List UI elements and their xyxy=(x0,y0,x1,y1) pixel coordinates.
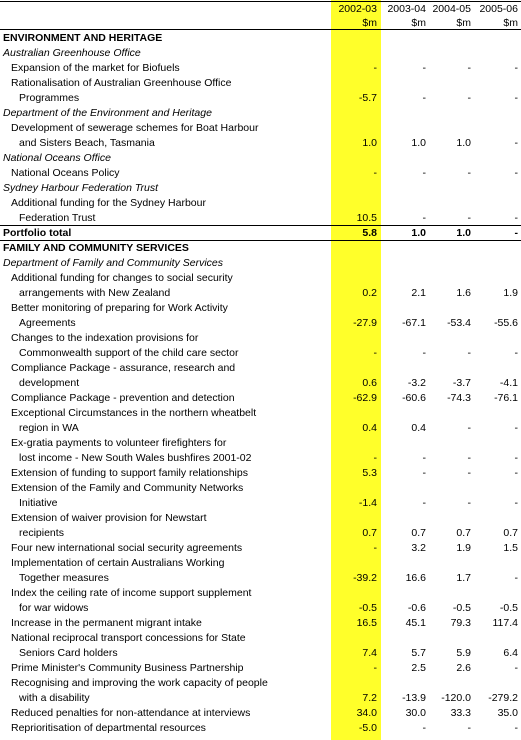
measure-value: -0.6 xyxy=(407,602,426,614)
measure-label: Additional funding for changes to social security xyxy=(11,272,233,284)
measure-value: 0.6 xyxy=(362,377,377,389)
measure-value: 1.0 xyxy=(362,137,377,149)
measure-value: 2.5 xyxy=(411,662,426,674)
measure-value: -5.7 xyxy=(358,92,377,104)
measure-row xyxy=(0,166,521,181)
measure-value: 45.1 xyxy=(405,617,426,629)
measure-row xyxy=(0,706,521,721)
measure-value: - xyxy=(467,467,471,479)
measure-value: - xyxy=(514,722,518,734)
measure-value: 1.5 xyxy=(503,542,518,554)
measure-row xyxy=(0,601,521,616)
measure-value: 30.0 xyxy=(405,707,426,719)
measure-label: Extension of the Family and Community Networks xyxy=(11,482,244,494)
unit-label: $m xyxy=(362,17,377,29)
measure-value: 5.7 xyxy=(411,647,426,659)
measure-value: -0.5 xyxy=(499,602,518,614)
measure-label: with a disability xyxy=(19,692,90,704)
measure-label: Agreements xyxy=(19,317,76,329)
agency-heading-label: Sydney Harbour Federation Trust xyxy=(3,182,159,194)
measure-label: National reciprocal transport concessions for State xyxy=(11,632,246,644)
measure-row xyxy=(0,406,521,421)
measure-value: - xyxy=(373,347,377,359)
measure-value: - xyxy=(373,542,377,554)
measure-value: - xyxy=(467,497,471,509)
measure-value: - xyxy=(467,167,471,179)
total-value: 1.0 xyxy=(411,227,426,239)
measure-label: Initiative xyxy=(19,497,58,509)
measure-row xyxy=(0,616,521,631)
portfolio-heading-label: FAMILY AND COMMUNITY SERVICES xyxy=(3,242,189,254)
measure-label: for war widows xyxy=(19,602,89,614)
year-header-2003-04: 2003-04 xyxy=(387,3,426,15)
measure-row xyxy=(0,481,521,496)
measure-value: -60.6 xyxy=(402,392,426,404)
measure-row xyxy=(0,196,521,211)
measure-label: Additional funding for the Sydney Harbour xyxy=(11,197,206,209)
measure-label: lost income - New South Wales bushfires 2001-02 xyxy=(19,452,252,464)
measure-value: 1.6 xyxy=(456,287,471,299)
measure-value: -1.4 xyxy=(358,497,377,509)
measure-value: - xyxy=(514,422,518,434)
measure-value: - xyxy=(467,62,471,74)
measure-value: 0.7 xyxy=(411,527,426,539)
measure-label: and Sisters Beach, Tasmania xyxy=(19,137,155,149)
measure-row xyxy=(0,136,521,151)
measure-value: 0.2 xyxy=(362,287,377,299)
measure-value: 117.4 xyxy=(492,617,518,629)
measure-label: Recognising and improving the work capacity of people xyxy=(11,677,268,689)
measure-label: Seniors Card holders xyxy=(19,647,118,659)
measure-row xyxy=(0,211,521,226)
measure-value: - xyxy=(514,347,518,359)
measure-row xyxy=(0,676,521,691)
measure-row xyxy=(0,361,521,376)
measure-label: Extension of waiver provision for Newstart xyxy=(11,512,207,524)
measure-value: -53.4 xyxy=(447,317,471,329)
measure-label: Exceptional Circumstances in the northern wheatbelt xyxy=(11,407,257,419)
measure-row xyxy=(0,316,521,331)
measure-label: Extension of funding to support family relationships xyxy=(11,467,248,479)
measure-row xyxy=(0,421,521,436)
measure-row xyxy=(0,691,521,706)
measure-value: - xyxy=(422,62,426,74)
measure-value: - xyxy=(514,62,518,74)
measure-value: - xyxy=(514,212,518,224)
agency-heading-label: Department of the Environment and Heritage xyxy=(3,107,212,119)
measure-value: - xyxy=(467,722,471,734)
measure-value: 33.3 xyxy=(450,707,471,719)
year-header-2004-05: 2004-05 xyxy=(432,3,471,15)
agency-heading xyxy=(0,46,521,61)
measure-value: 7.4 xyxy=(362,647,377,659)
measure-value: - xyxy=(467,212,471,224)
portfolio-heading-label: ENVIRONMENT AND HERITAGE xyxy=(3,32,163,44)
measure-value: -55.6 xyxy=(494,317,518,329)
measure-row xyxy=(0,556,521,571)
total-value: 5.8 xyxy=(362,227,377,239)
agency-heading-label: National Oceans Office xyxy=(3,152,111,164)
measure-value: 1.9 xyxy=(456,542,471,554)
measure-value: - xyxy=(373,62,377,74)
measure-label: Ex-gratia payments to volunteer firefighters for xyxy=(11,437,227,449)
measure-label: Reduced penalties for non-attendance at interviews xyxy=(11,707,251,719)
measure-label: recipients xyxy=(19,527,64,539)
measure-value: -67.1 xyxy=(402,317,426,329)
measure-value: -27.9 xyxy=(353,317,377,329)
year-header-row xyxy=(0,2,521,17)
measure-value: - xyxy=(422,92,426,104)
agency-heading xyxy=(0,256,521,271)
measure-value: - xyxy=(514,572,518,584)
measure-value: - xyxy=(514,137,518,149)
unit-label: $m xyxy=(411,17,426,29)
measure-value: - xyxy=(373,662,377,674)
measure-label: Increase in the permanent migrant intake xyxy=(11,617,202,629)
measure-value: - xyxy=(422,167,426,179)
measure-row xyxy=(0,511,521,526)
year-header-2002-03: 2002-03 xyxy=(338,3,377,15)
measure-value: 0.7 xyxy=(456,527,471,539)
measure-value: -3.2 xyxy=(407,377,426,389)
measure-value: 5.3 xyxy=(362,467,377,479)
measure-row xyxy=(0,301,521,316)
measure-value: 7.2 xyxy=(362,692,377,704)
measure-value: -279.2 xyxy=(488,692,518,704)
measure-value: 16.5 xyxy=(356,617,377,629)
measure-value: - xyxy=(514,167,518,179)
measure-value: -62.9 xyxy=(353,392,377,404)
measure-value: - xyxy=(514,467,518,479)
measure-value: - xyxy=(422,452,426,464)
measure-value: 1.0 xyxy=(411,137,426,149)
portfolio-heading xyxy=(0,241,521,256)
measure-value: - xyxy=(422,212,426,224)
measure-value: 5.9 xyxy=(456,647,471,659)
total-value: 1.0 xyxy=(456,227,471,239)
measure-value: - xyxy=(467,347,471,359)
measure-row xyxy=(0,526,521,541)
measure-value: - xyxy=(467,422,471,434)
measure-value: 6.4 xyxy=(503,647,518,659)
measure-value: 0.7 xyxy=(362,527,377,539)
measure-label: Federation Trust xyxy=(19,212,96,224)
measure-value: 1.0 xyxy=(456,137,471,149)
measure-value: -13.9 xyxy=(402,692,426,704)
unit-label: $m xyxy=(456,17,471,29)
measure-value: - xyxy=(373,452,377,464)
measure-row xyxy=(0,376,521,391)
measure-label: Compliance Package - assurance, research and xyxy=(11,362,236,374)
measure-label: Programmes xyxy=(19,92,80,104)
agency-heading xyxy=(0,106,521,121)
measure-value: -76.1 xyxy=(494,392,518,404)
measure-row xyxy=(0,436,521,451)
measure-value: - xyxy=(467,452,471,464)
measure-value: 3.2 xyxy=(411,542,426,554)
measure-label: arrangements with New Zealand xyxy=(19,287,171,299)
measure-row xyxy=(0,541,521,556)
measure-value: 1.7 xyxy=(456,572,471,584)
measure-row xyxy=(0,496,521,511)
measure-value: -0.5 xyxy=(358,602,377,614)
measure-row xyxy=(0,661,521,676)
measure-value: 10.5 xyxy=(356,212,377,224)
measure-value: 2.6 xyxy=(456,662,471,674)
portfolio-heading xyxy=(0,31,521,46)
measure-label: Together measures xyxy=(19,572,109,584)
measure-row xyxy=(0,271,521,286)
measure-value: - xyxy=(514,92,518,104)
measure-value: - xyxy=(514,497,518,509)
measure-value: - xyxy=(467,92,471,104)
measure-row xyxy=(0,286,521,301)
measure-value: 0.4 xyxy=(411,422,426,434)
measure-label: Better monitoring of preparing for Work Activity xyxy=(11,302,228,314)
measure-value: - xyxy=(422,467,426,479)
measure-value: 79.3 xyxy=(450,617,471,629)
measure-row xyxy=(0,586,521,601)
measure-value: - xyxy=(514,662,518,674)
measure-value: - xyxy=(422,347,426,359)
measure-value: 0.7 xyxy=(503,527,518,539)
measure-value: 2.1 xyxy=(411,287,426,299)
measure-row xyxy=(0,61,521,76)
measure-value: -39.2 xyxy=(353,572,377,584)
agency-heading-label: Department of Family and Community Services xyxy=(3,257,223,269)
agency-heading xyxy=(0,151,521,166)
year-header-2005-06: 2005-06 xyxy=(479,3,518,15)
measure-label: region in WA xyxy=(19,422,79,434)
measure-label: Changes to the indexation provisions for xyxy=(11,332,199,344)
measure-row xyxy=(0,391,521,406)
measure-value: -120.0 xyxy=(441,692,471,704)
total-rule-top xyxy=(0,225,521,226)
measure-label: National Oceans Policy xyxy=(11,167,120,179)
measure-label: Development of sewerage schemes for Boat Harbour xyxy=(11,122,259,134)
measure-value: -74.3 xyxy=(447,392,471,404)
measure-row xyxy=(0,76,521,91)
measure-label: Prime Minister's Community Business Partnership xyxy=(11,662,244,674)
measure-value: -0.5 xyxy=(452,602,471,614)
measure-label: Commonwealth support of the child care sector xyxy=(19,347,239,359)
top-rule xyxy=(0,1,521,2)
unit-label: $m xyxy=(503,17,518,29)
measure-label: Index the ceiling rate of income support supplement xyxy=(11,587,252,599)
header-rule xyxy=(0,29,521,30)
measure-label: development xyxy=(19,377,80,389)
total-value: - xyxy=(514,227,518,239)
measure-label: Four new international social security agreements xyxy=(11,542,243,554)
measure-value: 16.6 xyxy=(405,572,426,584)
measure-value: 0.4 xyxy=(362,422,377,434)
portfolio-total-label: Portfolio total xyxy=(3,227,72,239)
measure-label: Compliance Package - prevention and detection xyxy=(11,392,235,404)
measure-value: -5.0 xyxy=(358,722,377,734)
measure-row xyxy=(0,721,521,736)
measure-value: - xyxy=(373,167,377,179)
measure-value: - xyxy=(422,497,426,509)
measure-row xyxy=(0,121,521,136)
measure-row xyxy=(0,451,521,466)
measure-row xyxy=(0,646,521,661)
measure-value: - xyxy=(514,452,518,464)
measure-value: -3.7 xyxy=(452,377,471,389)
measure-value: 1.9 xyxy=(503,287,518,299)
measure-label: Expansion of the market for Biofuels xyxy=(11,62,180,74)
measure-label: Implementation of certain Australians Working xyxy=(11,557,225,569)
measure-label: Reprioritisation of departmental resources xyxy=(11,722,206,734)
measure-row xyxy=(0,346,521,361)
portfolio-total-row xyxy=(0,226,521,241)
measure-row xyxy=(0,91,521,106)
agency-heading xyxy=(0,181,521,196)
agency-heading-label: Australian Greenhouse Office xyxy=(3,47,141,59)
measure-row xyxy=(0,466,521,481)
measure-row xyxy=(0,631,521,646)
measure-row xyxy=(0,571,521,586)
measure-value: -4.1 xyxy=(499,377,518,389)
measure-label: Rationalisation of Australian Greenhouse Office xyxy=(11,77,232,89)
measure-value: - xyxy=(422,722,426,734)
measure-row xyxy=(0,331,521,346)
measure-value: 35.0 xyxy=(497,707,518,719)
measure-value: 34.0 xyxy=(356,707,377,719)
